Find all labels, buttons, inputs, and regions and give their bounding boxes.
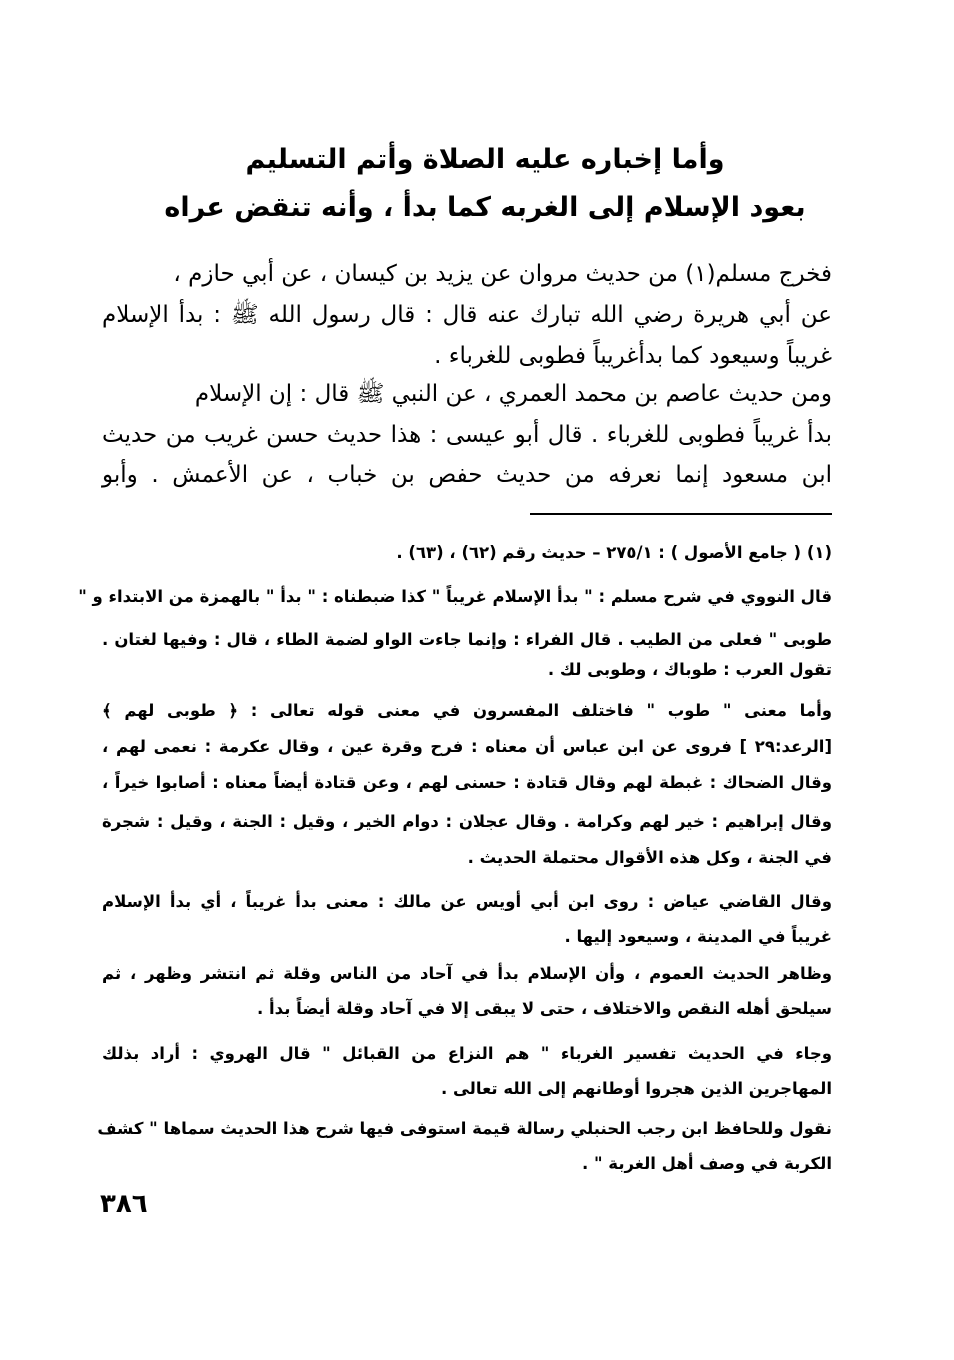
footnote-line: المهاجرين الذين هجروا أوطانهم إلى الله تعالى . (440, 1079, 832, 1098)
footnote-line: تقول العرب : طوباك ، وطوبى لك . (547, 660, 832, 679)
footnote-line: في الجنة ، وكل هذه الأقوال محتملة الحديث . (467, 848, 832, 867)
footnote-line: وقال القاضي عياض : روى ابن أبي أويس عن مالك : معنى بدأ غريباً ، أي بدأ الإسلام (102, 892, 832, 911)
section-title-line-1: وأما إخباره عليه الصلاة وأتم التسليم (245, 144, 725, 175)
footnote-line: نقول وللحافظ ابن رجب الحنبلي رسالة قيمة استوفى فيها شرح هذا الحديث سماها " كشف (97, 1119, 832, 1138)
body-line: فخرج مسلم(١) من حديث مروان عن يزيد بن كيسان ، عن أبي حازم ، (173, 261, 832, 287)
section-title-line-2: بعود الإسلام إلى الغربه كما بدأ ، وأنه تنقض عراه (164, 192, 806, 223)
footnote-line: وظاهر الحديث العموم ، وأن الإسلام بدأ في آحاد من الناس وقلة ثم انتشر وظهر ، ثم (102, 964, 832, 983)
footnote-line: قال النووي في شرح مسلم : " بدأ الإسلام غريباً " كذا ضبطناه : " بدأ " بالهمزة من الابتداء و " (78, 587, 832, 606)
footnote-line: (١) ( جامع الأصول ) : ٢٧٥/١ – حديث رقم (٦٢) ، (٦٣) . (396, 543, 832, 562)
footnote-line: وقال الضحاك : غبطة لهم وقال قتادة : حسنى لهم ، وعن قتادة أيضاً معناه : أصابوا خيراً ، (102, 773, 832, 792)
body-line: عن أبي هريرة رضي الله تبارك عنه قال : قال رسول الله ﷺ : بدأ الإسلام (102, 302, 832, 328)
body-line: بدأ غريباً فطوبى للغرباء . قال أبو عيسى : هذا حديث حسن غريب من حديث (102, 422, 832, 448)
footnote-line: وأما معنى " طوب " فاختلف المفسرون في معنى قوله تعالى : ﴿ طوبى لهم ﴾ (102, 701, 832, 720)
body-line: ابن مسعود إنما نعرفه من حديث حفص بن خباب ، عن الأعمش . وأبو (102, 462, 832, 488)
footnote-line: طوبى " فعلى من الطيب . قال الفراء : وإنما جاءت الواو لضمة الطاء ، قال : وفيها لغتان . (102, 630, 832, 649)
footnote-separator (530, 513, 832, 515)
footnote-line: الكربة في وصف أهل الغربة " . (581, 1154, 832, 1173)
page-number: ٣٨٦ (100, 1189, 148, 1219)
footnote-line: [الرعد:٢٩ ] فروى عن ابن عباس أن معناه : فرح وقرة عين ، وقال عكرمة : نعمى لهم ، (102, 737, 832, 756)
footnote-line: غريباً في المدينة ، وسيعود إليها . (564, 927, 832, 946)
footnote-line: وقال إبراهيم : خير لهم وكرامة . وقال عجلان : دوام الخير ، وقيل : الجنة ، وقيل : شجرة (102, 812, 832, 831)
body-line: غريباً وسيعود كما بدأغريباً فطوبى للغرباء . (434, 343, 832, 369)
body-line: ومن حديث عاصم بن محمد العمري ، عن النبي ﷺ قال : إن الإسلام (194, 381, 832, 407)
footnote-line: وجاء في الحديث تفسير الغرباء " هم النزاع من القبائل " قال الهروي : أراد بذلك (102, 1044, 832, 1063)
footnote-line: سيلحق أهله النقص والاختلاف ، حتى لا يبقى إلا في آحاد وقلة أيضاً بدأ . (257, 999, 832, 1018)
